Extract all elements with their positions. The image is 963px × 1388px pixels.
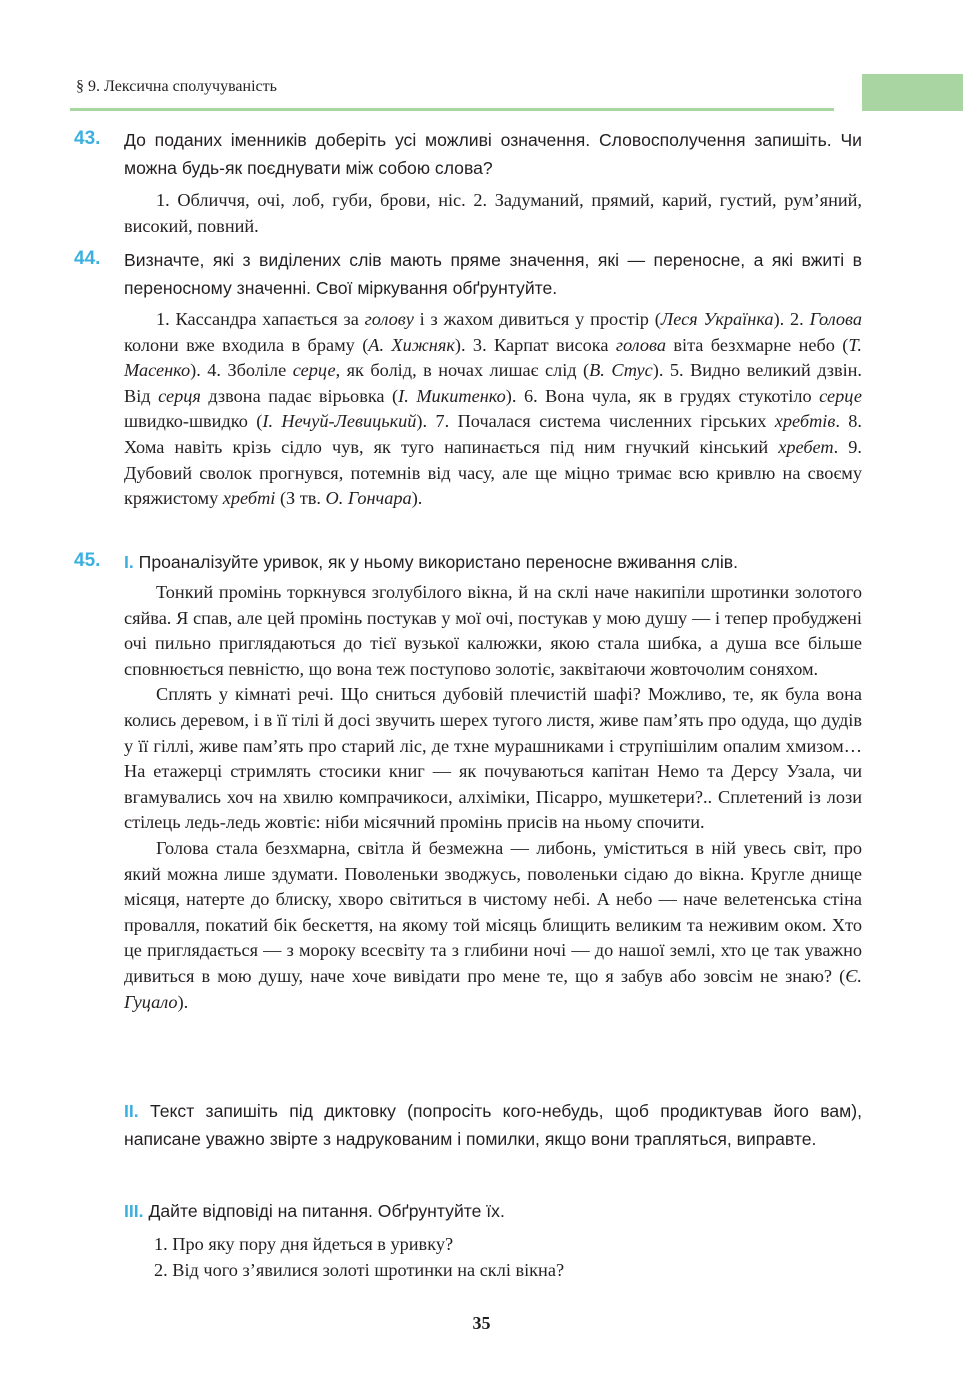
highlighted-word: хребтів — [774, 411, 836, 432]
excerpt-paragraph-3-text: Голова стала безхмарна, світла й безмежна — либонь, уміститься в ній увесь світ, про який можна лише здумати. Поволеньки зводжусь, поволеньки сідаю до вікна. Кругле днище місяця, натерте до блиску, хворо світиться в чистому небі. А небо — наче велетенська стіна провалля, покатий бік бескеття, на якому той місяць блищить великим та неживим оком. Хто це приглядається — з мороку всесвіту та з глибини ночі — до нашої землі, хто це так уважно дивиться в мою душу, наче хоче вивідати про мене те, що я забув або зовсім не знаю? ( — [124, 837, 862, 986]
highlighted-word: хребті — [222, 488, 276, 509]
sentence-text: колони вже входила в браму ( — [124, 334, 369, 355]
exercise-44-task: Визначте, які з виділених слів мають пряме значення, які — переносне, а які вжиті в переносному значенні. Свої міркування обґрунтуйте. — [124, 250, 862, 298]
exercise-43-task: До поданих іменників доберіть усі можливі означення. Словосполучення запишіть. Чи можна будь-як поєднувати між собою слова? — [124, 130, 862, 178]
excerpt-paragraph-3 — [124, 836, 862, 1015]
highlighted-word: Леся Українка — [660, 309, 774, 329]
running-header: § 9. Лексична сполучуваність — [76, 78, 277, 95]
sentence-text: 1. Кассандра хапається за — [156, 309, 365, 329]
highlighted-word: голову — [364, 309, 414, 329]
question-2: 2. Від чого з’явилися золоті шротинки на склі вікна? — [154, 1259, 565, 1280]
highlighted-word: серце — [819, 385, 863, 406]
sentence-text: ). — [411, 488, 423, 509]
sentence-text: ). 4. Зболіле — [190, 360, 293, 381]
sentence-text: , як болід, в ночах лишає слід ( — [335, 360, 590, 381]
excerpt-paragraph-2: Сплять у кімнаті речі. Що сниться дубовій плечистій шафі? Можливо, те, як була вона колись деревом, і в її тілі й досі звучить шерех тугого листя, живе пам’ять про одуда, що дудів у її гіллі, живе пам’ять про старий ліс, де тхне мурашниками і струпішілим опалим хмизом… На етажерці стримлять стосики книг — як почуваються капітан Немо та Дерсу Узала, чи вгамувались хоч на хвилю компрачикоси, алхіміки, Пісарро, мушкетери?.. Сплетений із лози стілець ледь-ледь жовтіє: ніби місячний промінь присів на ньому спочити. — [124, 684, 862, 833]
highlighted-word: хребет — [778, 436, 834, 457]
part1-label: І. — [124, 552, 134, 572]
highlighted-word: голова — [615, 334, 666, 355]
exercise-44-number: 44. — [74, 248, 101, 269]
exercise-44-body — [124, 307, 862, 512]
sentence-text: віта безхмарне небо ( — [665, 334, 849, 355]
sentence-text: швидко-швидко ( — [124, 411, 263, 432]
highlighted-word: серця — [158, 385, 201, 406]
sentence-text: ). 3. Карпат висока — [454, 334, 616, 355]
highlighted-word: Т. Масенко — [124, 334, 862, 381]
exercise-43-words: 1. Обличчя, очі, лоб, губи, брови, ніс. 2. Задуманий, прямий, карий, густий, рум’яний, високий, повний. — [124, 190, 862, 236]
part1-task: Проаналізуйте уривок, як у ньому використано переносне вживання слів. — [138, 552, 739, 572]
sentence-text: дзвона падає вірьовка ( — [200, 385, 399, 406]
part2-task: Текст запишіть під диктовку (попросіть кого-небудь, щоб продиктував його вам), написане уважно звірте з надрукованим і помилки, якщо вони трапляться, виправте. — [124, 1101, 862, 1149]
questions-list — [154, 1232, 564, 1283]
highlighted-word: В. Стус — [589, 360, 653, 381]
sentence-text: . 9. Дубовий сволок прогнувся, потемнів від часу, але ще міцно тримає всю кривлю на своєму кряжистому — [124, 436, 862, 509]
page-number: 35 — [472, 1313, 491, 1333]
part2-label: ІІ. — [124, 1101, 139, 1121]
sentence-text: . 8. Хома навіть крізь сідло чув, як туго напинається під ним гнучкий кінський — [124, 411, 862, 457]
highlighted-word: І. Микитенко — [398, 385, 506, 406]
excerpt-author-close: ). — [177, 991, 189, 1012]
question-1: 1. Про яку пору дня йдеться в уривку? — [154, 1234, 454, 1254]
excerpt-paragraph-1: Тонкий промінь торкнувся зголубілого вікна, й на склі наче накипіли шротинки золотого сяйва. Я спав, але цей промінь постукав у мої очі, постукав у мою душу — і тепер пробуджені очі пильно приглядаються до тієї вузької калюжки, якою стала шибка, а душа все більше сповнюється певністю, що вона теж поступово золотіє, заквітаючи жовточолим соняхом. — [124, 582, 862, 679]
exercise-45-excerpt — [124, 580, 862, 1015]
sentence-text: (З тв. — [275, 488, 326, 509]
exercise-45-part1 — [124, 548, 862, 576]
highlighted-word: А. Хижняк — [368, 334, 455, 355]
part3-task: Дайте відповіді на питання. Обґрунтуйте їх. — [148, 1201, 505, 1221]
exercise-43-body — [124, 188, 862, 239]
exercise-45-number: 45. — [74, 550, 101, 571]
part3-label: ІІІ. — [124, 1201, 144, 1221]
header-rule — [70, 108, 834, 111]
sentence-text: і з жахом дивиться у простір ( — [413, 309, 661, 329]
header-tab — [862, 74, 963, 111]
excerpt-author: Є. Гуцало — [124, 965, 862, 1012]
exercise-43-number: 43. — [74, 128, 101, 149]
exercise-44-sentences — [124, 307, 862, 512]
sentence-text: ). 5. Видно великий дзвін. Від — [124, 360, 863, 406]
exercise-45-part3 — [124, 1197, 862, 1225]
sentence-text: ). 7. Почалася система численних гірських — [416, 411, 775, 432]
sentence-text: ). 6. Вона чула, як в грудях стукотіло — [505, 385, 820, 406]
exercise-45-part2 — [124, 1097, 862, 1153]
sentence-text: ). 2. — [773, 309, 810, 329]
highlighted-word: О. Гончара — [325, 488, 412, 509]
highlighted-word: Голова — [809, 309, 862, 329]
highlighted-word: І. Нечуй-Левицький — [262, 411, 417, 432]
highlighted-word: серце — [292, 360, 336, 381]
